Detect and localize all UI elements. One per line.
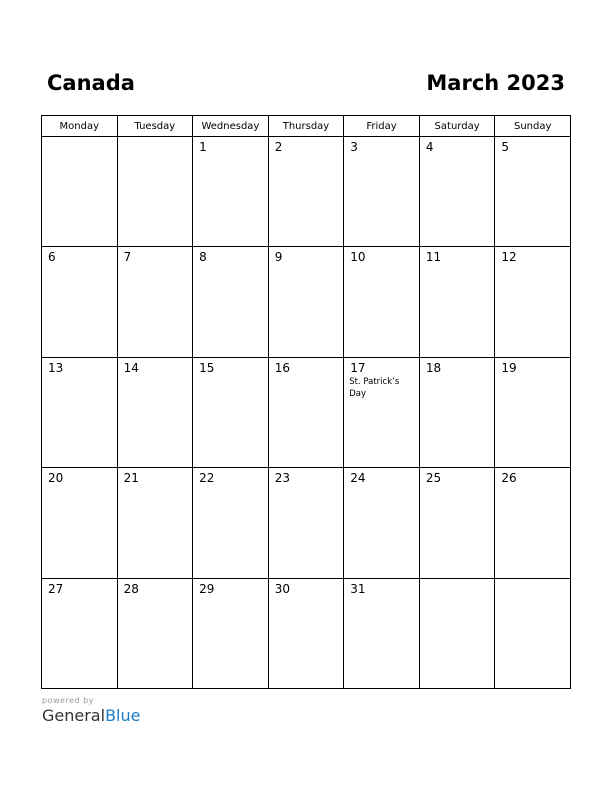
day-cell [495,247,571,357]
day-number: 31 [350,581,366,596]
weekday-tuesday: Tuesday [117,116,193,137]
weekday-monday: Monday [42,116,118,137]
day-cell [419,247,495,357]
country-title: Canada [47,71,135,95]
weekday-wednesday: Wednesday [193,116,269,137]
day-cell [344,578,420,688]
day-number: 14 [123,360,139,375]
logo-general: General [42,706,106,725]
brand-footer [42,696,140,725]
day-number: 5 [501,140,510,154]
weekday-friday: Friday [344,116,420,137]
day-cell [495,357,571,467]
weekday-saturday: Saturday [419,116,495,137]
day-number: 4 [425,140,434,154]
day-cell [268,137,344,247]
month-title: March 2023 [426,71,565,95]
day-number: 29 [199,581,215,596]
day-cell [193,247,269,357]
day-cell [42,578,118,688]
day-number: 30 [274,581,290,596]
day-number: 6 [48,250,56,265]
day-cell [193,137,269,247]
day-cell [268,247,344,357]
day-cell [117,357,193,467]
day-cell [419,468,495,578]
day-cell [268,578,344,688]
day-cell [419,357,495,467]
day-number: 13 [48,360,64,375]
day-cell [344,137,420,247]
day-number: 12 [501,250,517,265]
day-cell [117,468,193,578]
day-number: 11 [425,250,442,265]
week-row-1 [42,137,571,247]
day-cell [268,357,344,467]
holiday-label: St. Patrick’s Day [349,376,400,399]
day-cell [495,137,571,247]
day-cell [193,578,269,688]
day-cell [495,578,571,688]
day-number: 24 [350,471,366,486]
week-row-5 [42,578,571,688]
day-number: 19 [501,360,517,375]
day-number: 18 [425,360,442,375]
day-cell [42,247,118,357]
day-cell [344,357,420,467]
week-row-3 [42,357,571,467]
powered-by-text: powered by [42,696,94,705]
day-number [118,137,193,140]
day-number: 9 [274,250,283,265]
week-row-4 [42,468,571,578]
day-cell [117,578,193,688]
day-number: 2 [274,140,283,154]
day-number: 27 [48,581,64,596]
logo-blue: Blue [105,706,141,725]
weekday-thursday: Thursday [268,116,344,137]
day-number: 25 [425,471,442,486]
day-number [495,579,570,582]
week-row-2 [42,247,571,357]
day-number: 16 [274,360,290,375]
generalblue-logo [42,706,140,725]
day-number: 7 [123,250,132,265]
day-number: 20 [48,471,64,486]
day-number: 1 [199,140,207,154]
day-cell [419,137,495,247]
day-cell [344,468,420,578]
day-number [42,137,117,140]
day-cell [42,357,118,467]
day-number: 21 [123,471,139,486]
day-number: 3 [350,140,358,154]
day-cell [117,137,193,247]
day-number: 23 [274,471,290,486]
day-number: 22 [199,471,215,486]
weekday-header-row [42,116,571,137]
calendar-grid [41,115,571,689]
day-cell [419,578,495,688]
day-cell [495,468,571,578]
day-cell [193,357,269,467]
day-number: 17 [350,360,366,375]
day-number: 15 [199,360,215,375]
day-cell [193,468,269,578]
day-cell [42,468,118,578]
day-number [420,579,495,582]
day-number: 26 [501,471,517,486]
day-number: 10 [350,250,366,265]
day-cell [42,137,118,247]
day-cell [117,247,193,357]
day-cell [344,247,420,357]
day-number: 28 [123,581,139,596]
weekday-sunday: Sunday [495,116,571,137]
day-number: 8 [199,250,207,265]
day-cell [268,468,344,578]
